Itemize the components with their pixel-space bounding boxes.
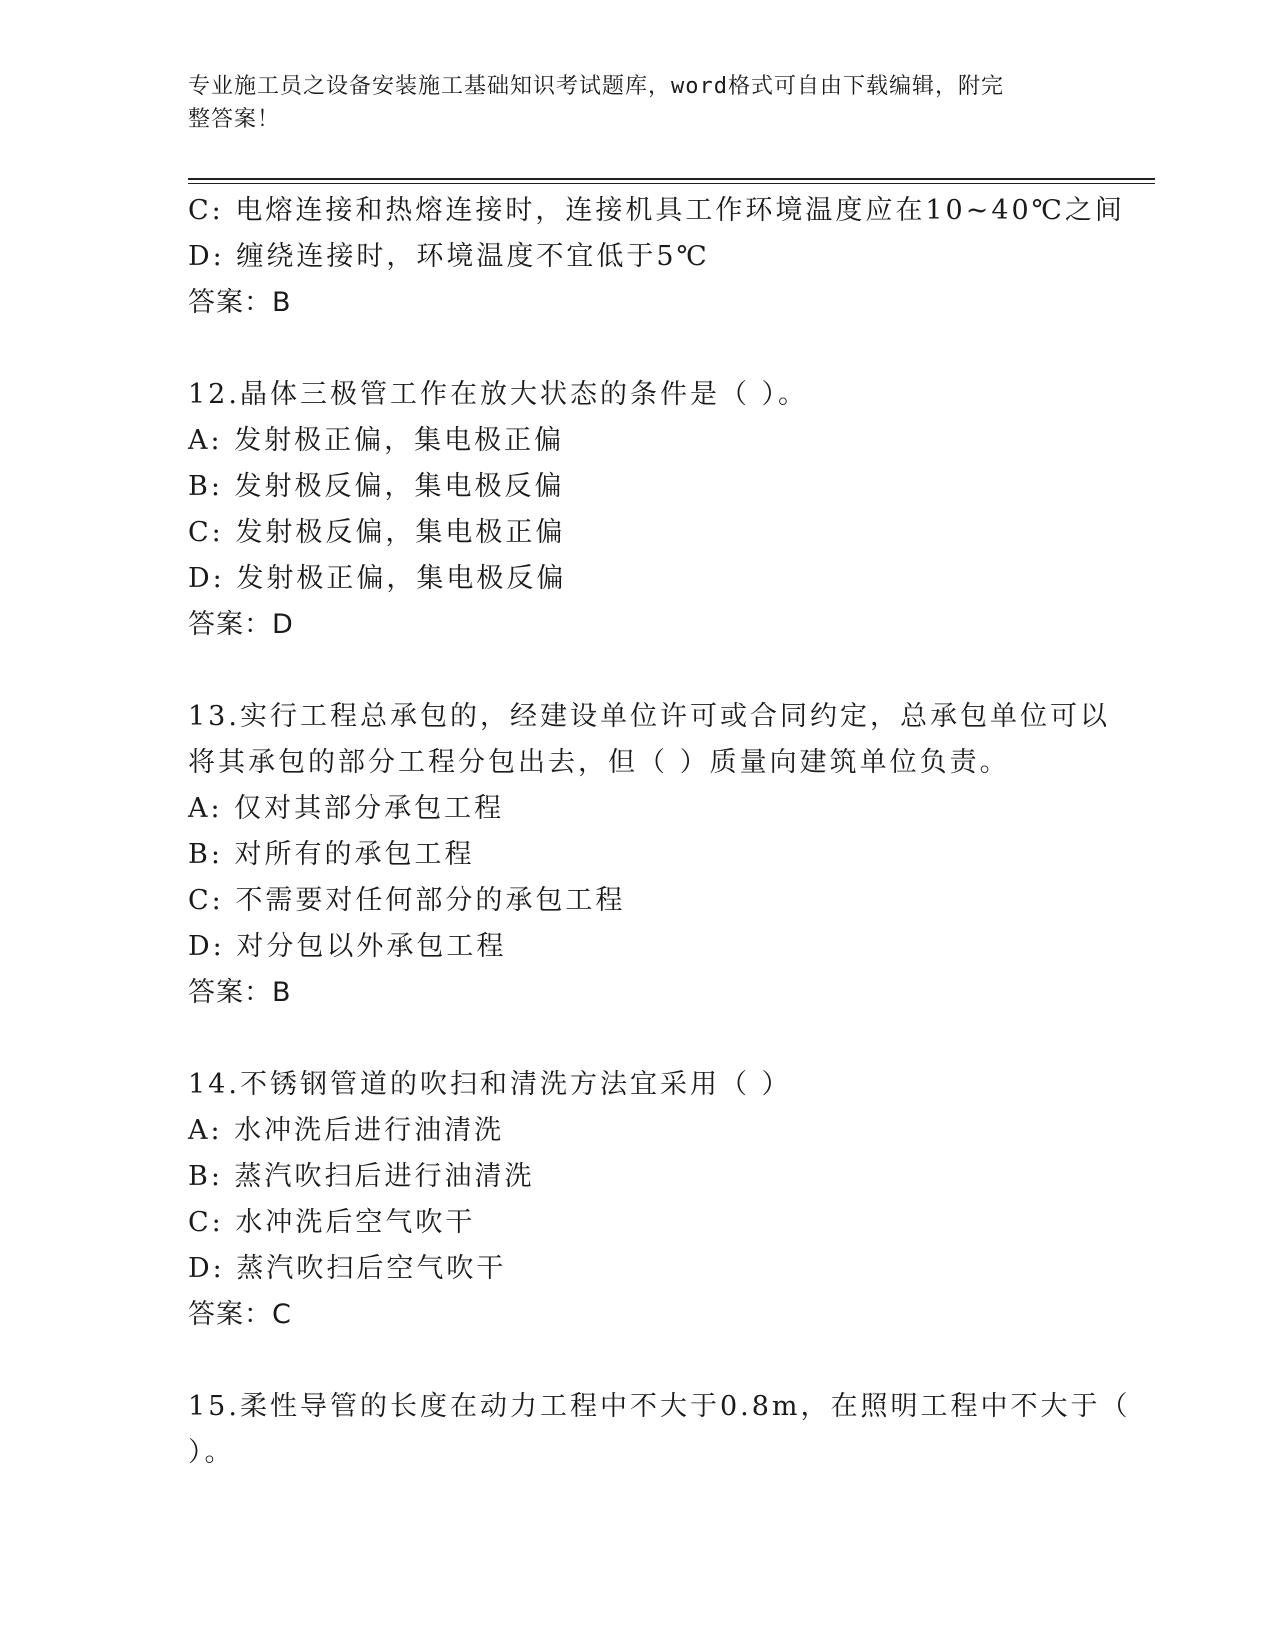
spacer — [188, 1016, 1088, 1062]
q12-option-d: D: 发射极正偏，集电极反偏 — [188, 563, 567, 594]
q14-option-a: A: 水冲洗后进行油清洗 — [188, 1115, 505, 1146]
q11-option-c: C: 电熔连接和热熔连接时，连接机具工作环境温度应在10~40℃之间 — [188, 195, 1125, 226]
document-header — [188, 70, 1068, 136]
header-line-2: 整答案！ — [188, 107, 281, 132]
q13-option-d: D: 对分包以外承包工程 — [188, 931, 507, 962]
q12-option-a: A: 发射极正偏，集电极正偏 — [188, 425, 565, 456]
q12-title: 12.晶体三极管工作在放大状态的条件是（ ）。 — [188, 379, 809, 410]
spacer — [188, 648, 1088, 694]
header-divider-thin — [188, 183, 1155, 184]
q13-title-line-2: 将其承包的部分工程分包出去，但（ ）质量向建筑单位负责。 — [188, 747, 1010, 778]
q15-title-line-1: 15.柔性导管的长度在动力工程中不大于0.8m，在照明工程中不大于（ — [188, 1391, 1131, 1422]
q11-option-d: D: 缠绕连接时，环境温度不宜低于5℃ — [188, 241, 710, 272]
q13-answer: 答案：B — [188, 977, 292, 1008]
q15-title-line-2: ）。 — [188, 1437, 235, 1468]
q11-answer: 答案：B — [188, 287, 292, 318]
q14-option-b: B: 蒸汽吹扫后进行油清洗 — [188, 1161, 535, 1192]
spacer — [188, 1338, 1088, 1384]
q13-option-a: A: 仅对其部分承包工程 — [188, 793, 505, 824]
q14-option-c: C: 水冲洗后空气吹干 — [188, 1207, 476, 1238]
question-15 — [188, 1384, 1131, 1476]
q12-option-b: B: 发射极反偏，集电极反偏 — [188, 471, 565, 502]
q13-option-c: C: 不需要对任何部分的承包工程 — [188, 885, 626, 916]
question-11-fragment — [188, 188, 1125, 326]
q13-option-b: B: 对所有的承包工程 — [188, 839, 475, 870]
q14-title: 14.不锈钢管道的吹扫和清洗方法宜采用（ ） — [188, 1069, 792, 1100]
header-line-1: 专业施工员之设备安装施工基础知识考试题库，word格式可自由下载编辑，附完 — [188, 74, 1004, 99]
q13-title-line-1: 13.实行工程总承包的，经建设单位许可或合同约定，总承包单位可以 — [188, 701, 1110, 732]
question-13 — [188, 694, 1110, 1016]
q12-answer: 答案：D — [188, 609, 294, 640]
header-divider-thick — [188, 178, 1155, 180]
question-content — [188, 188, 1131, 1476]
question-12 — [188, 372, 1088, 648]
spacer — [188, 326, 1088, 372]
q12-option-c: C: 发射极反偏，集电极正偏 — [188, 517, 566, 548]
question-14 — [188, 1062, 1088, 1338]
q14-answer: 答案：C — [188, 1299, 292, 1330]
q14-option-d: D: 蒸汽吹扫后空气吹干 — [188, 1253, 507, 1284]
